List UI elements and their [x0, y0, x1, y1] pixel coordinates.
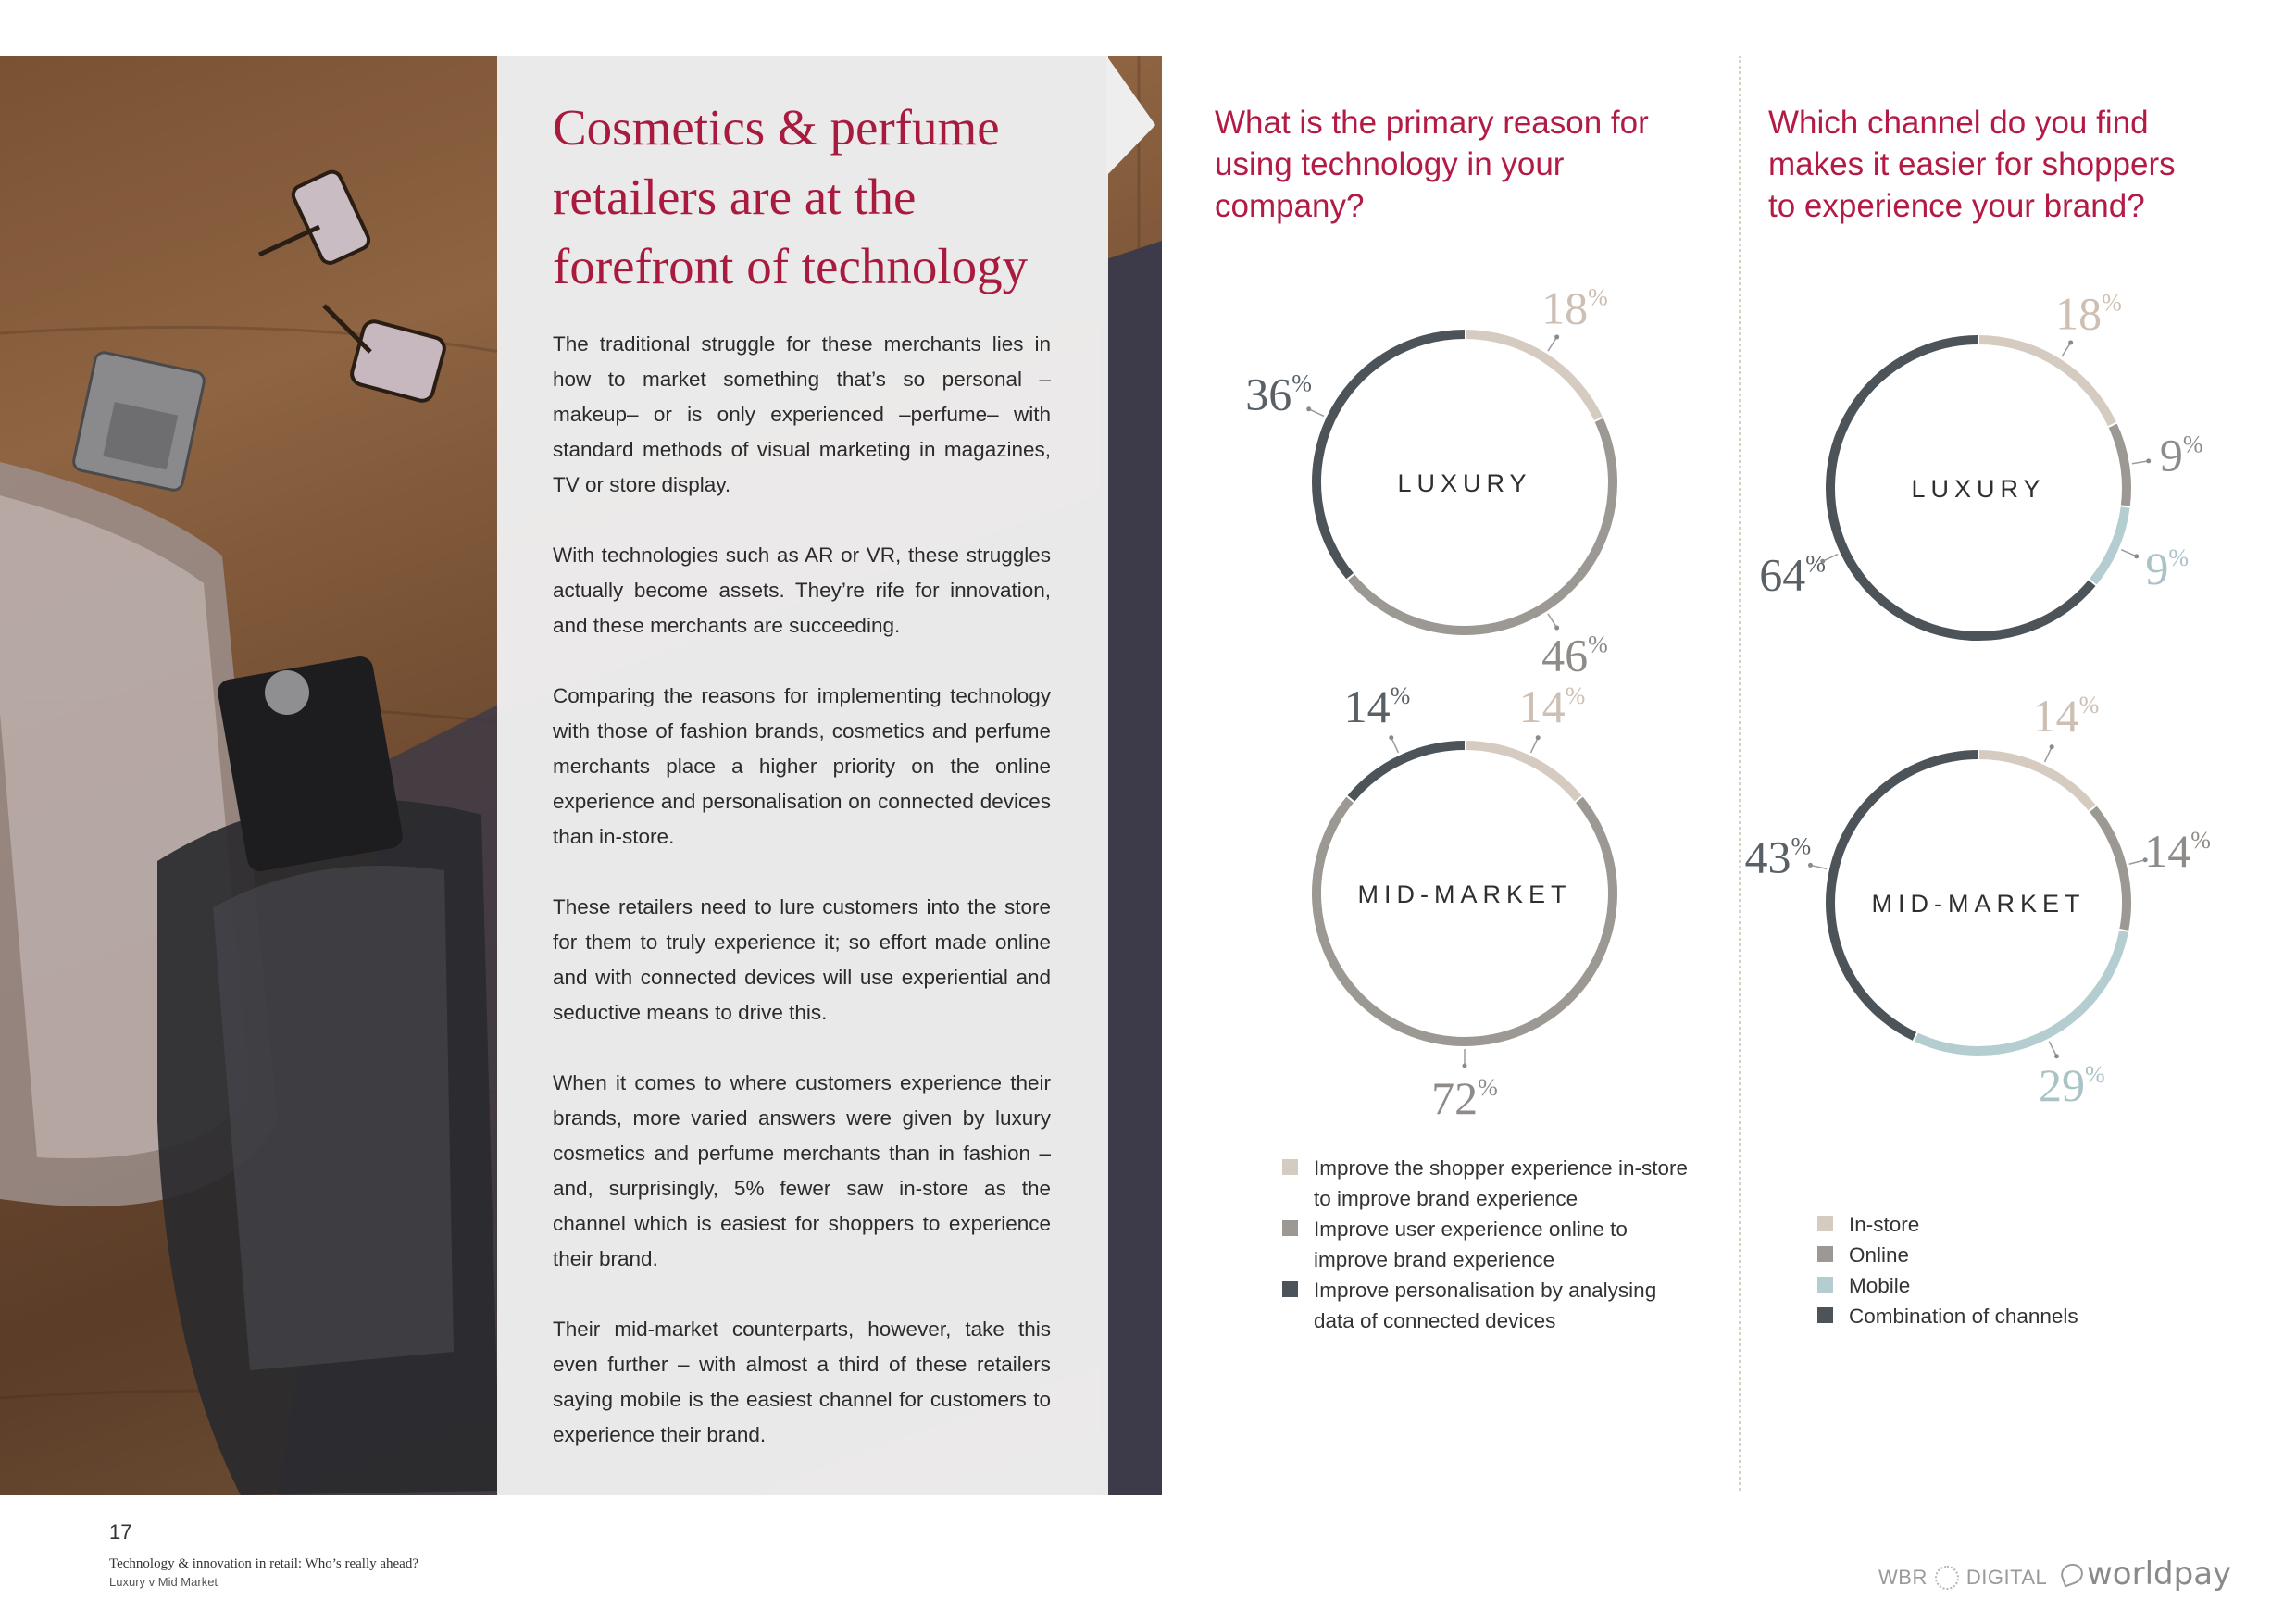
legend-item	[1282, 1153, 1699, 1214]
leader-dot	[1389, 735, 1393, 740]
worldpay-logo	[2061, 1555, 2231, 1593]
leader-line	[1810, 865, 1827, 868]
donut-segment	[1465, 745, 1578, 799]
legend-swatch	[1817, 1246, 1833, 1262]
leader-line	[1548, 614, 1557, 628]
paragraph: These retailers need to lure customers into the store for them to truly experience it; so effort made online and with connected devices will use experiential and seductive means to drive this.	[553, 895, 1051, 1024]
leader-dot	[1808, 863, 1813, 868]
leader-line	[2132, 461, 2149, 464]
article-title: Cosmetics & perfume retailers are at the forefront of technology	[553, 99, 1029, 294]
logo-text: DIGITAL	[1965, 1566, 2048, 1589]
leader-line	[1531, 738, 1539, 753]
legend-item	[1817, 1240, 2169, 1270]
donut-segment	[1351, 745, 1465, 799]
donut-segment	[1351, 419, 1613, 631]
donut-chart	[1759, 288, 2202, 636]
legend-label: In-store	[1849, 1213, 1920, 1236]
leader-dot	[2146, 458, 2151, 463]
logo-text: worldpay	[2087, 1555, 2232, 1593]
chart-center-label: LUXURY	[1397, 469, 1532, 497]
page-number: 17	[109, 1520, 132, 1543]
legend-reason	[1282, 1153, 1699, 1336]
paragraph: When it comes to where customers experience their brands, more varied answers were given by luxury cosmetics and perfume merchants than in fashion – and, surprisingly, 5% fewer saw in-store as the channel which is easiest for shoppers to experience their brand.	[553, 1071, 1051, 1270]
data-label: 9%	[2145, 543, 2190, 595]
chart-center-label: MID-MARKET	[1871, 890, 2086, 918]
leader-line	[2121, 550, 2137, 556]
data-label: 72%	[1431, 1072, 1498, 1124]
leader-dot	[2134, 554, 2139, 558]
data-label: 14%	[1343, 681, 1411, 733]
legend-swatch	[1817, 1307, 1833, 1323]
data-label: 43%	[1744, 831, 1812, 883]
leader-dot	[1536, 735, 1541, 740]
data-label: 46%	[1541, 629, 1608, 681]
donut-segment	[1915, 931, 2124, 1051]
chart-center-label: LUXURY	[1911, 475, 2046, 503]
data-label: 9%	[2159, 429, 2203, 481]
paragraph: With technologies such as AR or VR, these struggles actually become assets. They’re rife for innovation, and these merchants are succeeding.	[553, 543, 1051, 637]
legend-label: Improve the shopper experience in-store to improve brand experience	[1314, 1156, 1688, 1210]
data-label: 36%	[1245, 368, 1312, 420]
donut-chart	[1745, 690, 2211, 1111]
donut-chart	[1316, 681, 1613, 1124]
donut-segment	[1978, 755, 2092, 808]
legend-item	[1282, 1275, 1699, 1336]
data-label: 64%	[1759, 548, 1826, 601]
leader-dot	[2068, 340, 2073, 344]
legend-item	[1817, 1270, 2169, 1301]
leader-line	[1548, 337, 1557, 351]
report-title: Technology & innovation in retail: Who’s really ahead?	[109, 1556, 418, 1571]
data-label: 29%	[2038, 1058, 2105, 1111]
donut-segment	[1465, 334, 1599, 419]
donut-segment	[1316, 334, 1465, 577]
legend-channel	[1817, 1209, 2169, 1331]
donut-segment	[2092, 506, 2125, 582]
legend-swatch	[1282, 1220, 1298, 1236]
globe-icon	[1935, 1566, 1959, 1590]
report-subtitle: Luxury v Mid Market	[109, 1575, 218, 1589]
paragraph: The traditional struggle for these merchants lies in how to market something that’s so personal –makeup– or is only experienced –perfume– with standard methods of visual marketing in magazines, TV or store display.	[553, 332, 1051, 496]
leader-line	[2129, 860, 2145, 864]
data-label: 18%	[1541, 281, 1608, 334]
data-label: 14%	[2032, 690, 2100, 743]
donut-segment	[1316, 799, 1613, 1042]
leader-dot	[1463, 1064, 1467, 1068]
legend-swatch	[1817, 1216, 1833, 1231]
paragraph: Their mid-market counterparts, however, take this even further – with almost a third of these retailers saying mobile is the easiest channel for customers to experience their brand.	[553, 1318, 1051, 1446]
legend-label: Combination of channels	[1849, 1305, 2078, 1328]
question-channel: Which channel do you find makes it easier for shoppers to experience your brand?	[1768, 105, 2176, 224]
logo-text: WBR	[1878, 1566, 1928, 1589]
data-label: 14%	[1518, 681, 1586, 733]
donut-segment	[2092, 808, 2127, 931]
donut-segment	[1978, 340, 2113, 425]
leader-dot	[1554, 334, 1559, 339]
donut-segment	[2113, 425, 2127, 506]
leader-dot	[2050, 744, 2054, 749]
worldpay-swirl-icon	[2058, 1561, 2086, 1588]
legend-label: Mobile	[1849, 1274, 1911, 1297]
leader-dot	[1306, 406, 1311, 411]
legend-item	[1282, 1214, 1699, 1275]
leader-dot	[2054, 1054, 2059, 1058]
leader-line	[1309, 409, 1324, 417]
legend-item	[1817, 1301, 2169, 1331]
data-label: 14%	[2144, 824, 2211, 877]
data-label: 18%	[2055, 287, 2122, 340]
legend-label: Improve personalisation by analysing data of connected devices	[1314, 1279, 1657, 1332]
legend-item	[1817, 1209, 2169, 1240]
question-reason: What is the primary reason for using technology in your company?	[1215, 105, 1649, 224]
chart-center-label: MID-MARKET	[1357, 881, 1572, 908]
leader-line	[2062, 343, 2071, 356]
legend-swatch	[1282, 1159, 1298, 1175]
leader-line	[1391, 738, 1399, 753]
leader-line	[2045, 747, 2053, 762]
paragraph: Comparing the reasons for implementing technology with those of fashion brands, cosmetics and perfume merchants place a higher priority on the online experience and personalisation on connected devices than in-store.	[553, 684, 1051, 848]
legend-swatch	[1817, 1277, 1833, 1293]
leader-line	[2049, 1042, 2056, 1056]
legend-label: Improve user experience online to improve brand experience	[1314, 1218, 1628, 1271]
legend-swatch	[1282, 1281, 1298, 1297]
legend-label: Online	[1849, 1243, 1910, 1267]
donut-chart	[1245, 282, 1613, 681]
wbr-digital-logo	[1878, 1566, 2047, 1590]
